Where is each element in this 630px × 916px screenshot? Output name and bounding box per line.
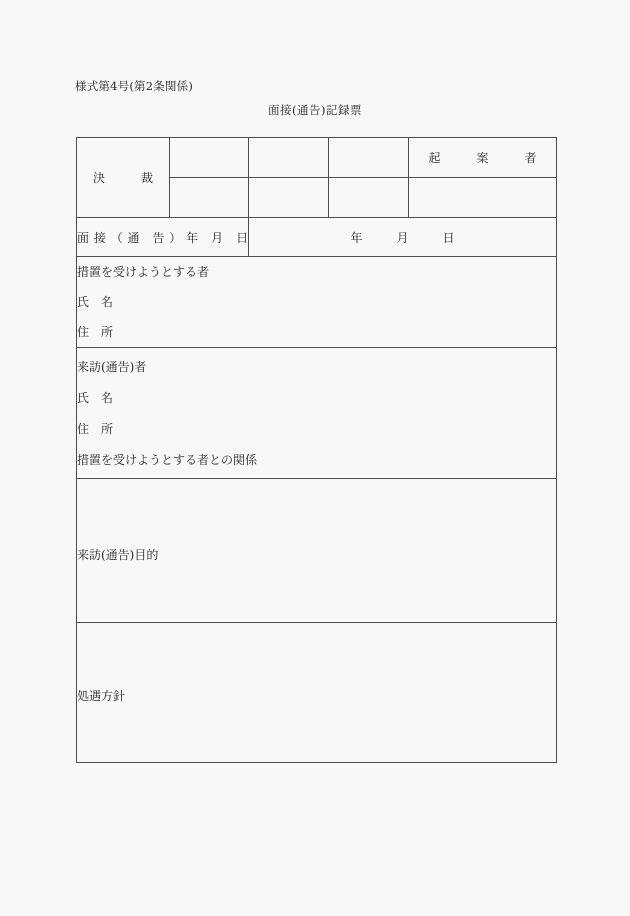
approval-label: 決 裁 (92, 171, 153, 185)
approval-stamp-box-1 (170, 138, 249, 178)
visitor-section-cell (77, 348, 557, 479)
approval-signature-box-2 (249, 178, 329, 218)
form-style-number: 様式第4号(第2条関係) (75, 79, 194, 93)
visitor-section-row (77, 348, 557, 479)
subject-name-label: 氏 名 (77, 295, 114, 309)
approval-stamp-box-2 (249, 138, 329, 178)
drafter-label: 起 案 者 (428, 151, 537, 165)
drafter-label-cell (409, 138, 557, 178)
year-unit-label: 年 (350, 230, 363, 245)
purpose-heading: 来訪(通告)目的 (77, 547, 159, 562)
day-unit-label: 日 (442, 230, 455, 245)
drafter-signature-box (409, 178, 557, 218)
approval-stamp-box-3 (329, 138, 409, 178)
purpose-section-cell (77, 479, 557, 623)
subject-section-cell (77, 257, 557, 348)
approval-signature-box-3 (329, 178, 409, 218)
interview-date-label-cell (77, 218, 249, 257)
interview-date-value-cell (249, 218, 557, 257)
record-form-table (76, 137, 557, 763)
approval-header-row-top (77, 138, 557, 178)
policy-section-cell (77, 623, 557, 763)
approval-signature-box-1 (170, 178, 249, 218)
page-title: 面接(通告)記録票 (268, 103, 362, 117)
approval-label-cell (77, 138, 170, 218)
month-unit-label: 月 (396, 230, 409, 245)
visitor-heading: 来訪(通告)者 (77, 360, 147, 374)
visitor-name-label: 氏 名 (77, 391, 114, 405)
policy-section-row (77, 623, 557, 763)
visitor-address-label: 住 所 (77, 422, 114, 436)
subject-address-label: 住 所 (77, 325, 114, 339)
visitor-relation-label: 措置を受けようとする者との関係 (77, 453, 258, 467)
interview-date-value (249, 229, 556, 246)
policy-heading: 処遇方針 (77, 688, 126, 703)
subject-heading: 措置を受けようとする者 (77, 265, 210, 279)
subject-section-row (77, 257, 557, 348)
interview-date-row (77, 218, 557, 257)
purpose-section-row (77, 479, 557, 623)
interview-date-label: 面 接 （ 通 告 ） 年 月 日 (77, 230, 249, 245)
